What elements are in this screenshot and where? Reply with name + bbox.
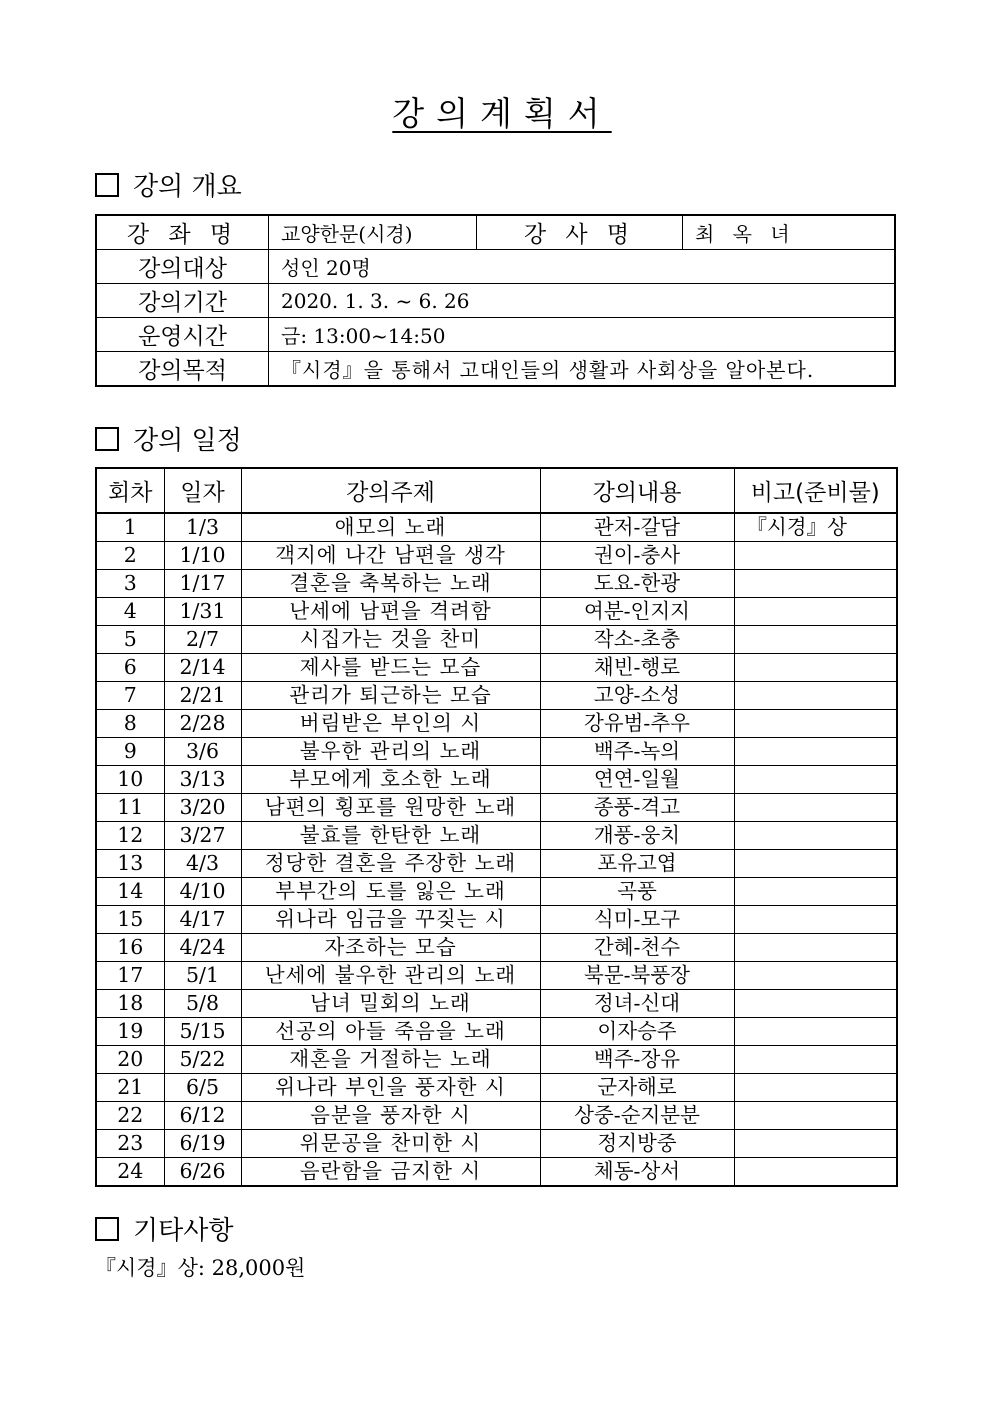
- cell-content: 권이-충사: [540, 542, 734, 570]
- cell-session: 16: [96, 934, 164, 962]
- goal-label: 강의목적: [96, 352, 269, 387]
- table-row: [96, 906, 897, 934]
- cell-topic: 제사를 받드는 모습: [241, 654, 540, 682]
- header-topic: 강의주제: [241, 468, 540, 513]
- cell-note: [734, 934, 897, 962]
- cell-date: 3/6: [164, 738, 241, 766]
- cell-date: 5/22: [164, 1046, 241, 1074]
- instructor-label: 강 사 명: [477, 215, 683, 250]
- table-row: [96, 850, 897, 878]
- section-heading-overview: [95, 166, 242, 203]
- cell-date: 1/3: [164, 513, 241, 542]
- cell-content: 백주-장유: [540, 1046, 734, 1074]
- cell-content: 상중-순지분분: [540, 1102, 734, 1130]
- cell-date: 3/13: [164, 766, 241, 794]
- cell-topic: 선공의 아들 죽음을 노래: [241, 1018, 540, 1046]
- cell-session: 12: [96, 822, 164, 850]
- cell-session: 13: [96, 850, 164, 878]
- cell-note: [734, 794, 897, 822]
- schedule-table: [95, 467, 898, 1187]
- cell-topic: 시집가는 것을 찬미: [241, 626, 540, 654]
- cell-session: 2: [96, 542, 164, 570]
- cell-date: 6/5: [164, 1074, 241, 1102]
- cell-topic: 음분을 풍자한 시: [241, 1102, 540, 1130]
- cell-session: 4: [96, 598, 164, 626]
- checkbox-icon: [95, 173, 119, 197]
- cell-content: 고양-소성: [540, 682, 734, 710]
- cell-content: 이자승주: [540, 1018, 734, 1046]
- schedule-body: [96, 513, 897, 1186]
- cell-topic: 버림받은 부인의 시: [241, 710, 540, 738]
- cell-note: [734, 682, 897, 710]
- cell-content: 도요-한광: [540, 570, 734, 598]
- cell-content: 군자해로: [540, 1074, 734, 1102]
- document-title: [0, 88, 992, 135]
- cell-note: [734, 1018, 897, 1046]
- cell-content: 여분-인지지: [540, 598, 734, 626]
- cell-date: 2/14: [164, 654, 241, 682]
- cell-content: 포유고엽: [540, 850, 734, 878]
- cell-note: [734, 906, 897, 934]
- period-label: 강의기간: [96, 284, 269, 318]
- table-row: [96, 1046, 897, 1074]
- cell-content: 정녀-신대: [540, 990, 734, 1018]
- section-heading-schedule: [95, 420, 242, 457]
- cell-date: 4/24: [164, 934, 241, 962]
- etc-note: 『시경』상: 28,000원: [95, 1256, 306, 1280]
- table-row: [96, 682, 897, 710]
- cell-topic: 결혼을 축복하는 노래: [241, 570, 540, 598]
- cell-content: 식미-모구: [540, 906, 734, 934]
- time-value: 금: 13:00~14:50: [269, 318, 896, 352]
- cell-topic: 객지에 나간 남편을 생각: [241, 542, 540, 570]
- cell-topic: 불효를 한탄한 노래: [241, 822, 540, 850]
- cell-session: 7: [96, 682, 164, 710]
- table-row: [96, 1102, 897, 1130]
- cell-note: [734, 990, 897, 1018]
- cell-content: 정지방중: [540, 1130, 734, 1158]
- cell-topic: 자조하는 모습: [241, 934, 540, 962]
- cell-content: 간혜-천수: [540, 934, 734, 962]
- table-row: [96, 1074, 897, 1102]
- table-row: [96, 878, 897, 906]
- cell-topic: 부부간의 도를 잃은 노래: [241, 878, 540, 906]
- overview-row-target: [96, 250, 895, 284]
- cell-topic: 부모에게 호소한 노래: [241, 766, 540, 794]
- cell-topic: 음란함을 금지한 시: [241, 1158, 540, 1187]
- cell-content: 체동-상서: [540, 1158, 734, 1187]
- cell-note: [734, 626, 897, 654]
- cell-topic: 재혼을 거절하는 노래: [241, 1046, 540, 1074]
- cell-topic: 위나라 임금을 꾸짖는 시: [241, 906, 540, 934]
- cell-session: 14: [96, 878, 164, 906]
- cell-date: 1/31: [164, 598, 241, 626]
- table-row: [96, 766, 897, 794]
- section-heading-schedule-text: 강의 일정: [133, 426, 242, 456]
- cell-note: [734, 822, 897, 850]
- cell-session: 19: [96, 1018, 164, 1046]
- cell-date: 6/19: [164, 1130, 241, 1158]
- cell-date: 3/27: [164, 822, 241, 850]
- cell-session: 15: [96, 906, 164, 934]
- cell-date: 4/17: [164, 906, 241, 934]
- table-row: [96, 542, 897, 570]
- cell-content: 작소-초충: [540, 626, 734, 654]
- cell-note: [734, 1130, 897, 1158]
- checkbox-icon: [95, 427, 119, 451]
- cell-note: [734, 654, 897, 682]
- instructor-value: 최 옥 녀: [683, 215, 896, 250]
- cell-note: [734, 1074, 897, 1102]
- table-row: [96, 990, 897, 1018]
- cell-topic: 애모의 노래: [241, 513, 540, 542]
- cell-session: 5: [96, 626, 164, 654]
- cell-topic: 위문공을 찬미한 시: [241, 1130, 540, 1158]
- section-heading-etc-text: 기타사항: [133, 1216, 234, 1246]
- cell-date: 1/17: [164, 570, 241, 598]
- cell-content: 강유범-추우: [540, 710, 734, 738]
- cell-note: [734, 570, 897, 598]
- schedule-header-row: [96, 468, 897, 513]
- cell-session: 17: [96, 962, 164, 990]
- table-row: [96, 570, 897, 598]
- cell-topic: 난세에 남편을 격려함: [241, 598, 540, 626]
- cell-note: [734, 598, 897, 626]
- goal-value: 『시경』을 통해서 고대인들의 생활과 사회상을 알아본다.: [269, 352, 896, 387]
- cell-topic: 남녀 밀회의 노래: [241, 990, 540, 1018]
- section-heading-overview-text: 강의 개요: [133, 172, 242, 202]
- table-row: [96, 626, 897, 654]
- cell-note: 『시경』상: [734, 513, 897, 542]
- cell-topic: 관리가 퇴근하는 모습: [241, 682, 540, 710]
- overview-table: [95, 214, 896, 387]
- cell-date: 1/10: [164, 542, 241, 570]
- cell-note: [734, 542, 897, 570]
- cell-date: 6/12: [164, 1102, 241, 1130]
- cell-note: [734, 1158, 897, 1187]
- header-note: 비고(준비물): [734, 468, 897, 513]
- cell-content: 곡풍: [540, 878, 734, 906]
- cell-topic: 남편의 횡포를 원망한 노래: [241, 794, 540, 822]
- header-date: 일자: [164, 468, 241, 513]
- cell-note: [734, 1046, 897, 1074]
- time-label: 운영시간: [96, 318, 269, 352]
- header-content: 강의내용: [540, 468, 734, 513]
- cell-date: 4/3: [164, 850, 241, 878]
- table-row: [96, 738, 897, 766]
- cell-topic: 정당한 결혼을 주장한 노래: [241, 850, 540, 878]
- cell-note: [734, 878, 897, 906]
- cell-content: 연연-일월: [540, 766, 734, 794]
- cell-content: 관저-갈담: [540, 513, 734, 542]
- cell-note: [734, 850, 897, 878]
- overview-row-period: [96, 284, 895, 318]
- cell-note: [734, 766, 897, 794]
- table-row: [96, 962, 897, 990]
- cell-content: 개풍-웅치: [540, 822, 734, 850]
- cell-topic: 난세에 불우한 관리의 노래: [241, 962, 540, 990]
- cell-date: 5/15: [164, 1018, 241, 1046]
- course-label: 강 좌 명: [96, 215, 269, 250]
- cell-session: 23: [96, 1130, 164, 1158]
- document-title-text: 강의계획서: [392, 94, 612, 133]
- cell-session: 24: [96, 1158, 164, 1187]
- cell-date: 4/10: [164, 878, 241, 906]
- cell-session: 22: [96, 1102, 164, 1130]
- table-row: [96, 598, 897, 626]
- cell-session: 20: [96, 1046, 164, 1074]
- cell-note: [734, 962, 897, 990]
- cell-date: 2/28: [164, 710, 241, 738]
- cell-session: 10: [96, 766, 164, 794]
- table-row: [96, 654, 897, 682]
- table-row: [96, 934, 897, 962]
- course-value: 교양한문(시경): [269, 215, 477, 250]
- cell-session: 8: [96, 710, 164, 738]
- cell-session: 9: [96, 738, 164, 766]
- target-label: 강의대상: [96, 250, 269, 284]
- table-row: [96, 794, 897, 822]
- table-row: [96, 822, 897, 850]
- cell-session: 3: [96, 570, 164, 598]
- cell-topic: 위나라 부인을 풍자한 시: [241, 1074, 540, 1102]
- cell-content: 종풍-격고: [540, 794, 734, 822]
- cell-content: 채빈-행로: [540, 654, 734, 682]
- cell-content: 북문-북풍장: [540, 962, 734, 990]
- header-session: 회차: [96, 468, 164, 513]
- cell-date: 6/26: [164, 1158, 241, 1187]
- cell-note: [734, 738, 897, 766]
- checkbox-icon: [95, 1217, 119, 1241]
- cell-session: 1: [96, 513, 164, 542]
- overview-row-time: [96, 318, 895, 352]
- table-row: [96, 513, 897, 542]
- section-heading-etc: [95, 1210, 233, 1247]
- cell-date: 3/20: [164, 794, 241, 822]
- cell-session: 18: [96, 990, 164, 1018]
- cell-session: 11: [96, 794, 164, 822]
- cell-date: 2/7: [164, 626, 241, 654]
- cell-date: 5/8: [164, 990, 241, 1018]
- target-value: 성인 20명: [269, 250, 896, 284]
- cell-date: 5/1: [164, 962, 241, 990]
- cell-content: 백주-녹의: [540, 738, 734, 766]
- table-row: [96, 1158, 897, 1187]
- period-value: 2020. 1. 3. ~ 6. 26: [269, 284, 896, 318]
- table-row: [96, 1018, 897, 1046]
- cell-session: 21: [96, 1074, 164, 1102]
- table-row: [96, 1130, 897, 1158]
- cell-note: [734, 1102, 897, 1130]
- overview-row-course: [96, 215, 895, 250]
- cell-topic: 불우한 관리의 노래: [241, 738, 540, 766]
- table-row: [96, 710, 897, 738]
- cell-note: [734, 710, 897, 738]
- cell-session: 6: [96, 654, 164, 682]
- cell-date: 2/21: [164, 682, 241, 710]
- overview-row-goal: [96, 352, 895, 387]
